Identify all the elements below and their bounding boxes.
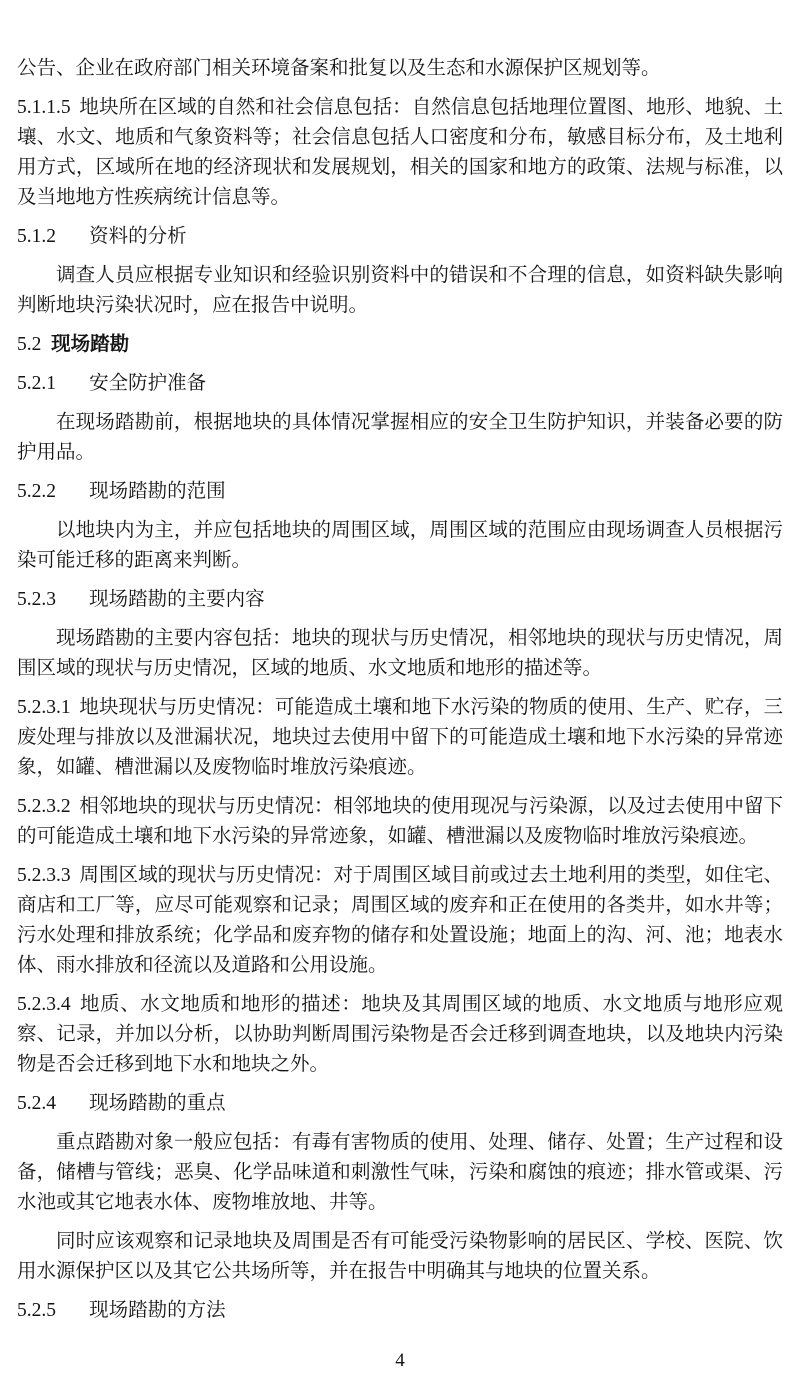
section-heading-523 [17, 585, 783, 615]
section-number: 5.2.2 [17, 481, 56, 502]
section-number: 5.2.3.1 [17, 697, 71, 718]
section-number: 5.2.1 [17, 373, 56, 394]
numbered-paragraph-5231 [17, 693, 783, 783]
paragraph-continuation: 公告、企业在政府部门相关环境备案和批复以及生态和水源保护区规划等。 [17, 58, 661, 79]
section-number: 5.2 [17, 334, 42, 355]
paragraph-text: 地块所在区域的自然和社会信息包括：自然信息包括地理位置图、地形、地貌、土壤、水文、地质和气象资料等；社会信息包括人口密度和分布，敏感目标分布，及土地利用方式，区域所在地的经济现状和发展规划，相关的国家和地方的政策、法规与标准，以及当地地方性疾病统计信息等。 [17, 97, 783, 208]
section-title: 安全防护准备 [89, 373, 207, 394]
section-number: 5.2.3.3 [17, 865, 71, 886]
section-title: 现场踏勘的重点 [89, 1093, 226, 1114]
numbered-paragraph-5234 [17, 990, 783, 1080]
section-title: 现场踏勘的范围 [89, 481, 226, 502]
paragraph-text: 地块现状与历史情况：可能造成土壤和地下水污染的物质的使用、生产、贮存，三废处理与排放以及泄漏状况，地块过去使用中留下的可能造成土壤和地下水污染的异常迹象，如罐、槽泄漏以及废物临时堆放污染痕迹。 [17, 697, 783, 778]
section-number: 5.2.5 [17, 1300, 56, 1321]
numbered-paragraph-5232 [17, 792, 783, 852]
paragraph: 现场踏勘的主要内容包括：地块的现状与历史情况，相邻地块的现状与历史情况，周围区域的现状与历史情况，区域的地质、水文地质和地形的描述等。 [17, 628, 783, 679]
numbered-paragraph-5233 [17, 861, 783, 981]
section-heading-524 [17, 1089, 783, 1119]
paragraph: 在现场踏勘前，根据地块的具体情况掌握相应的安全卫生防护知识，并装备必要的防护用品。 [17, 412, 783, 463]
section-number: 5.2.3 [17, 589, 56, 610]
section-heading-522 [17, 477, 783, 507]
paragraph: 调查人员应根据专业知识和经验识别资料中的错误和不合理的信息，如资料缺失影响判断地块污染状况时，应在报告中说明。 [17, 265, 783, 316]
paragraph: 以地块内为主，并应包括地块的周围区域，周围区域的范围应由现场调查人员根据污染可能迁移的距离来判断。 [17, 520, 783, 571]
paragraph-text: 地质、水文地质和地形的描述：地块及其周围区域的地质、水文地质与地形应观察、记录，并加以分析，以协助判断周围污染物是否会迁移到调查地块，以及地块内污染物是否会迁移到地下水和地块之外。 [17, 994, 783, 1075]
section-title: 现场踏勘 [51, 334, 130, 355]
section-title: 现场踏勘的方法 [89, 1300, 226, 1321]
paragraph-text: 周围区域的现状与历史情况：对于周围区域目前或过去土地利用的类型，如住宅、商店和工厂等，应尽可能观察和记录；周围区域的废弃和正在使用的各类井，如水井等；污水处理和排放系统；化学品和废弃物的储存和处置设施；地面上的沟、河、池；地表水体、雨水排放和径流以及道路和公用设施。 [17, 865, 783, 976]
page-number: 4 [395, 1350, 405, 1371]
section-number: 5.2.3.4 [17, 994, 71, 1015]
section-heading-521 [17, 369, 783, 399]
section-number: 5.2.3.2 [17, 796, 71, 817]
section-number: 5.1.2 [17, 226, 56, 247]
section-heading-525 [17, 1296, 783, 1326]
paragraph: 重点踏勘对象一般应包括：有毒有害物质的使用、处理、储存、处置；生产过程和设备，储槽与管线；恶臭、化学品味道和刺激性气味，污染和腐蚀的痕迹；排水管或渠、污水池或其它地表水体、废物堆放地、井等。 [17, 1132, 783, 1213]
section-heading-52 [17, 330, 783, 360]
section-number: 5.2.4 [17, 1093, 56, 1114]
numbered-paragraph-5115 [17, 93, 783, 213]
section-number: 5.1.1.5 [17, 97, 71, 118]
section-title: 现场踏勘的主要内容 [89, 589, 265, 610]
section-title: 资料的分析 [89, 226, 187, 247]
paragraph: 同时应该观察和记录地块及周围是否有可能受污染物影响的居民区、学校、医院、饮用水源保护区以及其它公共场所等，并在报告中明确其与地块的位置关系。 [17, 1231, 783, 1282]
paragraph-text: 相邻地块的现状与历史情况：相邻地块的使用现况与污染源，以及过去使用中留下的可能造成土壤和地下水污染的异常迹象，如罐、槽泄漏以及废物临时堆放污染痕迹。 [17, 796, 783, 847]
section-heading-512 [17, 222, 783, 252]
